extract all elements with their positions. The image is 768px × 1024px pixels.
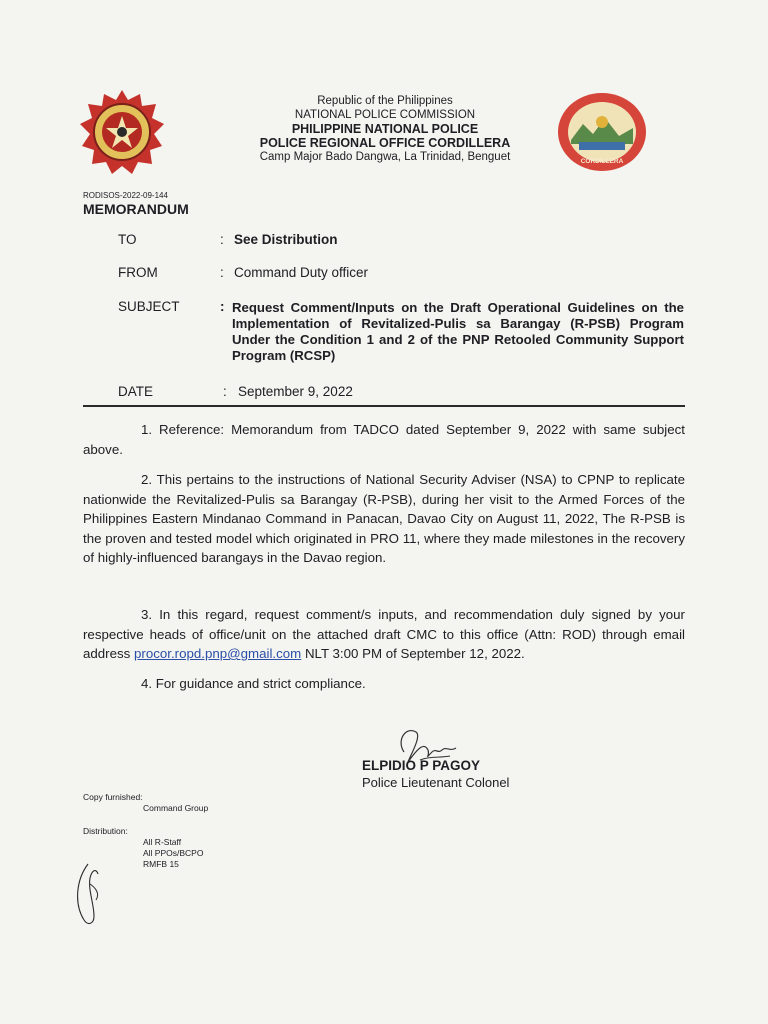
paragraph-3-deadline: NLT 3:00 PM of September 12, 2022.: [304, 646, 525, 661]
header-divider: [83, 405, 685, 407]
to-label: TO: [118, 232, 137, 247]
paragraph-2: [83, 470, 685, 568]
paragraph-1: [83, 420, 685, 459]
header-pro: POLICE REGIONAL OFFICE CORDILLERA: [259, 136, 511, 150]
header-republic: Republic of the Philippines: [317, 95, 453, 107]
paragraph-1-text: 1. Reference: Memorandum from TADCO dated September 9, 2022 with same subject above.: [83, 422, 685, 457]
from-value: Command Duty officer: [234, 265, 369, 280]
paragraph-4: [83, 674, 685, 694]
to-colon: :: [220, 232, 224, 247]
date-colon: :: [223, 384, 227, 399]
cordillera-seal-logo: [557, 92, 647, 172]
distribution-item: All PPOs/BCPO: [143, 848, 204, 858]
cordillera-seal-text: CORDILLERA: [580, 158, 624, 165]
distribution-label: Distribution:: [83, 826, 128, 836]
pnp-seal-logo: [80, 88, 164, 178]
subject-value: Request Comment/Inputs on the Draft Operational Guidelines on the Implementation of Revitalized-Pulis sa Barangay (R-PSB) Program Under the Condition 1 and 2 of the PNP Retooled Community Support Program (RCSP): [232, 300, 684, 363]
paragraph-3-text: 3. In this regard, request comment/s inputs, and recommendation duly signed by your respective heads of office/unit on the attached draft CMC to this office (Attn: ROD) through email address: [83, 607, 685, 661]
header-pnp: PHILIPPINE NATIONAL POLICE: [291, 122, 479, 136]
header-napolcom: NATIONAL POLICE COMMISSION: [294, 109, 476, 121]
header-address: Camp Major Bado Dangwa, La Trinidad, Benguet: [259, 151, 511, 163]
distribution-item: All R-Staff: [143, 837, 182, 847]
paragraph-4-text: 4. For guidance and strict compliance.: [141, 676, 366, 691]
signatory-name: ELPIDIO P PAGOY: [362, 758, 481, 773]
initials-mark: [70, 860, 110, 930]
letterhead: [200, 94, 570, 164]
paragraph-3: [83, 605, 685, 664]
distribution-item: RMFB 15: [143, 859, 179, 869]
copy-furnished-item: Command Group: [143, 803, 209, 813]
email-link[interactable]: procor.ropd.pnp@gmail.com: [134, 646, 302, 661]
to-value: See Distribution: [234, 232, 338, 247]
copy-furnished-label: Copy furnished:: [83, 792, 143, 802]
date-label: DATE: [118, 384, 154, 399]
document-code: RODISOS-2022-09-144: [83, 191, 168, 200]
from-colon: :: [220, 265, 224, 280]
document-type: MEMORANDUM: [83, 201, 189, 217]
signatory-rank: Police Lieutenant Colonel: [362, 775, 510, 790]
subject-colon: :: [220, 299, 225, 314]
from-label: FROM: [118, 265, 158, 280]
paragraph-2-text: 2. This pertains to the instructions of National Security Adviser (NSA) to CPNP to replicate nationwide the Revitalized-Pulis sa Barangay (R-PSB), during her visit to the Armed Forces of the Philippines Eastern Mindanao Command in Panacan, Davao City on August 11, 2022, The R-PSB is the proven and tested model which originated in PRO 11, where they made milestones in the recovery of highly-influenced barangays in the Davao region.: [83, 472, 685, 565]
subject-label: SUBJECT: [118, 299, 180, 314]
date-value: September 9, 2022: [238, 384, 353, 399]
